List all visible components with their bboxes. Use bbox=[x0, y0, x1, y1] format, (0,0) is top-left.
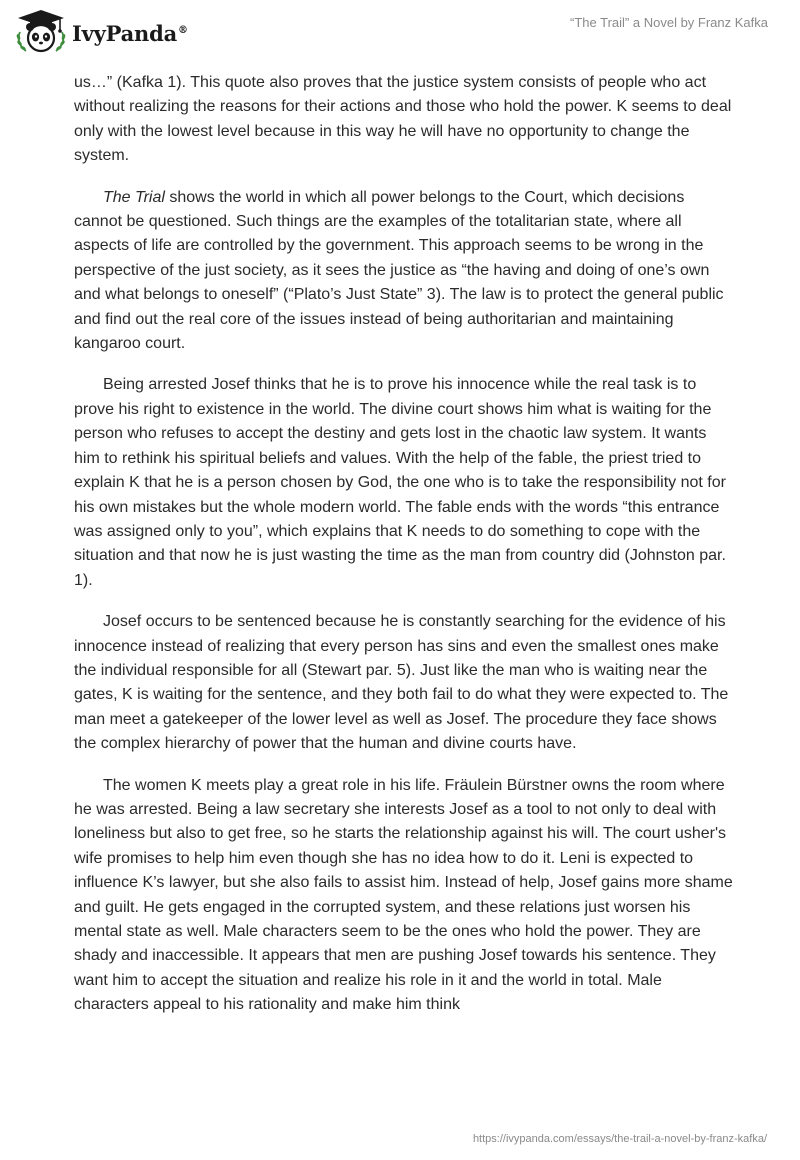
paragraph-1: us…” (Kafka 1). This quote also proves that the justice system consists of people who act without realizing the reasons for their actions and those who hold the power. K seems to deal only with the lowest level because in this way he will have no opportunity to change the system. bbox=[74, 74, 732, 165]
paragraph-4: Josef occurs to be sentenced because he is constantly searching for the evidence of his innocence instead of realizing that every person has sins and even the smallest ones make the individual responsible for all (Stewart par. 5). Just like the man who is waiting near the gates, K is waiting for the sentence, and they both fail to do what they were expected to. The man meet a gatekeeper of the lower level as well as Josef. The procedure they face shows the complex hierarchy of power that the human and divine courts have. bbox=[74, 613, 729, 753]
novel-title: The Trial bbox=[103, 188, 165, 206]
page-header bbox=[0, 0, 800, 60]
paragraph-3: Being arrested Josef thinks that he is to prove his innocence while the real task is to prove his right to existence in the world. The divine court shows him what is waiting for the person who refuses to accept the destiny and gets lost in the chaotic law system. It wants him to rethink his spiritual beliefs and values. With the help of the fable, the priest tried to explain K that he is a person chosen by God, the one who is to take the responsibility not for his own mistakes but the whole modern world. The fable ends with the words “this entrance was assigned only to you”, which explains that K needs to do something to cope with the situation and that now he is just wasting the time as the man from country did (Johnston par. 1). bbox=[74, 376, 726, 589]
paragraph-2 bbox=[74, 186, 734, 357]
brand-text: IvyPanda bbox=[72, 20, 178, 46]
brand-name bbox=[72, 21, 188, 46]
source-url[interactable]: https://ivypanda.com/essays/the-trail-a-novel-by-franz-kafka/ bbox=[472, 1133, 767, 1145]
document-title: “The Trail” a Novel by Franz Kafka bbox=[570, 15, 768, 30]
paragraph-2-text: shows the world in which all power belongs to the Court, which decisions cannot be questioned. Such things are the examples of the totalitarian state, where all aspects of life are controlled by the government. This approach seems to be wrong in the perspective of the just society, as it sees the justice as “the having and doing of one’s own and what belongs to oneself” (“Plato’s Just State” 3). The law is to protect the general public and find out the real core of the issues instead of being authoritarian and maintaining kangaroo court. bbox=[74, 188, 724, 353]
registered-mark: ® bbox=[178, 24, 188, 36]
ivypanda-logo[interactable] bbox=[14, 8, 188, 54]
paragraph-5: The women K meets play a great role in his life. Fräulein Bürstner owns the room where he was arrested. Being a law secretary she interests Josef as a tool to not only to deal with loneliness but also to get free, so he starts the relationship against his will. The court usher's wife promises to help him even though she has no idea how to do it. Leni is expected to influence K’s lawyer, but she also fails to assist him. Instead of help, Josef gains more shame and guilt. He gets engaged in the corrupted system, and these relations just worsen his mental state as well. Male characters seem to be the ones who hold the power. They are shady and inaccessible. It appears that men are pushing Josef towards his sentence. They want him to accept the situation and realize his role in it and the world in total. Male characters appeal to his rationality and make him think bbox=[74, 776, 733, 1014]
panda-graduate-icon bbox=[14, 8, 68, 54]
essay-body bbox=[74, 71, 734, 1035]
